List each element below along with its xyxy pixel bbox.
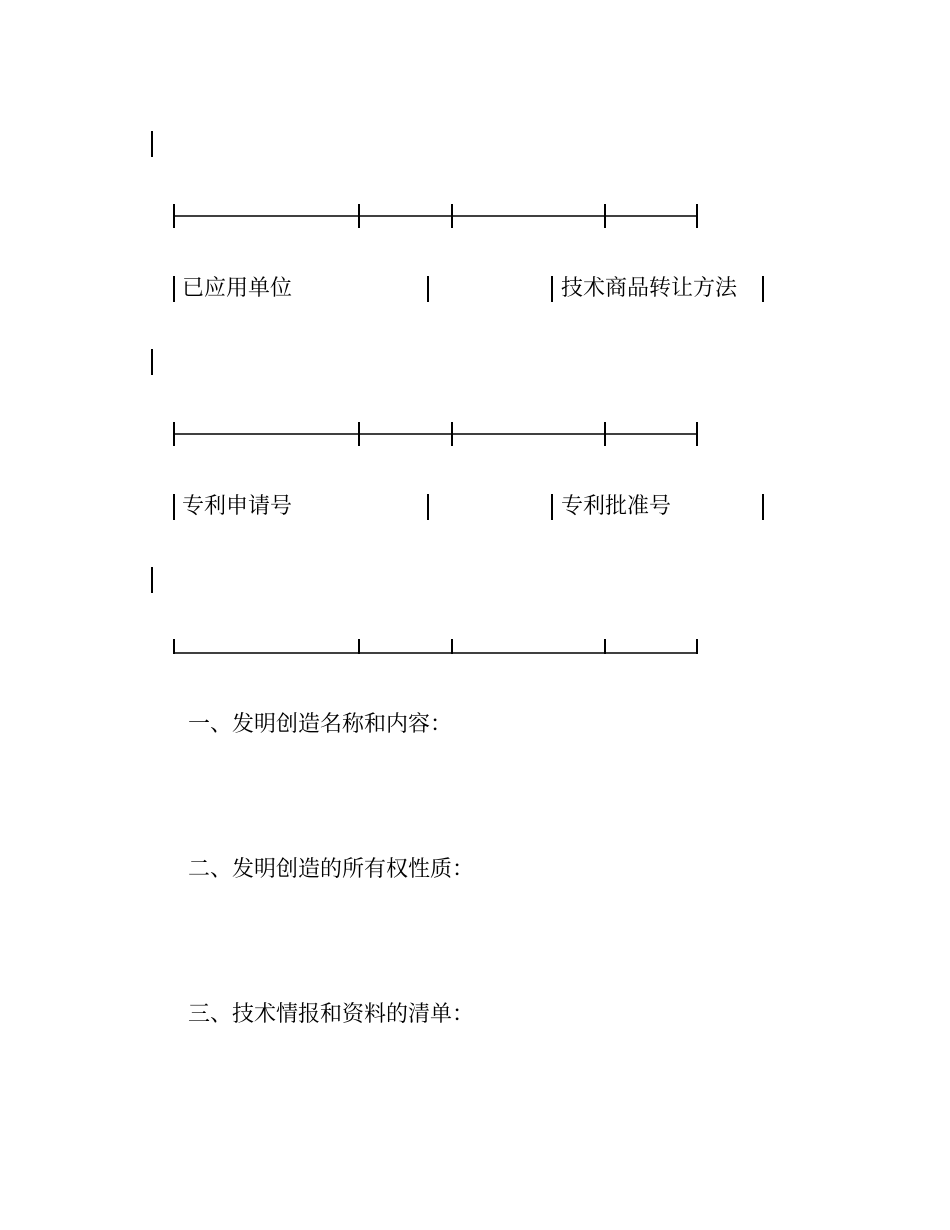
section-heading-invention-name: 一、发明创造名称和内容： (188, 712, 453, 737)
table-rule-middle (172, 421, 702, 447)
left-margin-bar (151, 349, 153, 375)
field-label-patent-application-number: 专利申请号 (182, 494, 293, 519)
section-heading-technical-data-list: 三、技术情报和资料的清单： (188, 1002, 475, 1027)
cell-border (427, 276, 429, 302)
cell-border (427, 494, 429, 520)
cell-border (173, 494, 175, 520)
field-label-applied-unit: 已应用单位 (182, 276, 293, 301)
field-label-patent-approval-number: 专利批准号 (561, 494, 672, 519)
left-margin-bar (151, 131, 153, 157)
table-rule-bottom (172, 634, 702, 660)
section-heading-ownership-nature: 二、发明创造的所有权性质： (188, 857, 475, 882)
cell-border (551, 494, 553, 520)
table-rule-top (172, 203, 702, 229)
cell-border (551, 276, 553, 302)
left-margin-bar (151, 567, 153, 593)
cell-border (173, 276, 175, 302)
field-label-transfer-method: 技术商品转让方法 (561, 276, 738, 301)
cell-border (762, 494, 764, 520)
cell-border (762, 276, 764, 302)
